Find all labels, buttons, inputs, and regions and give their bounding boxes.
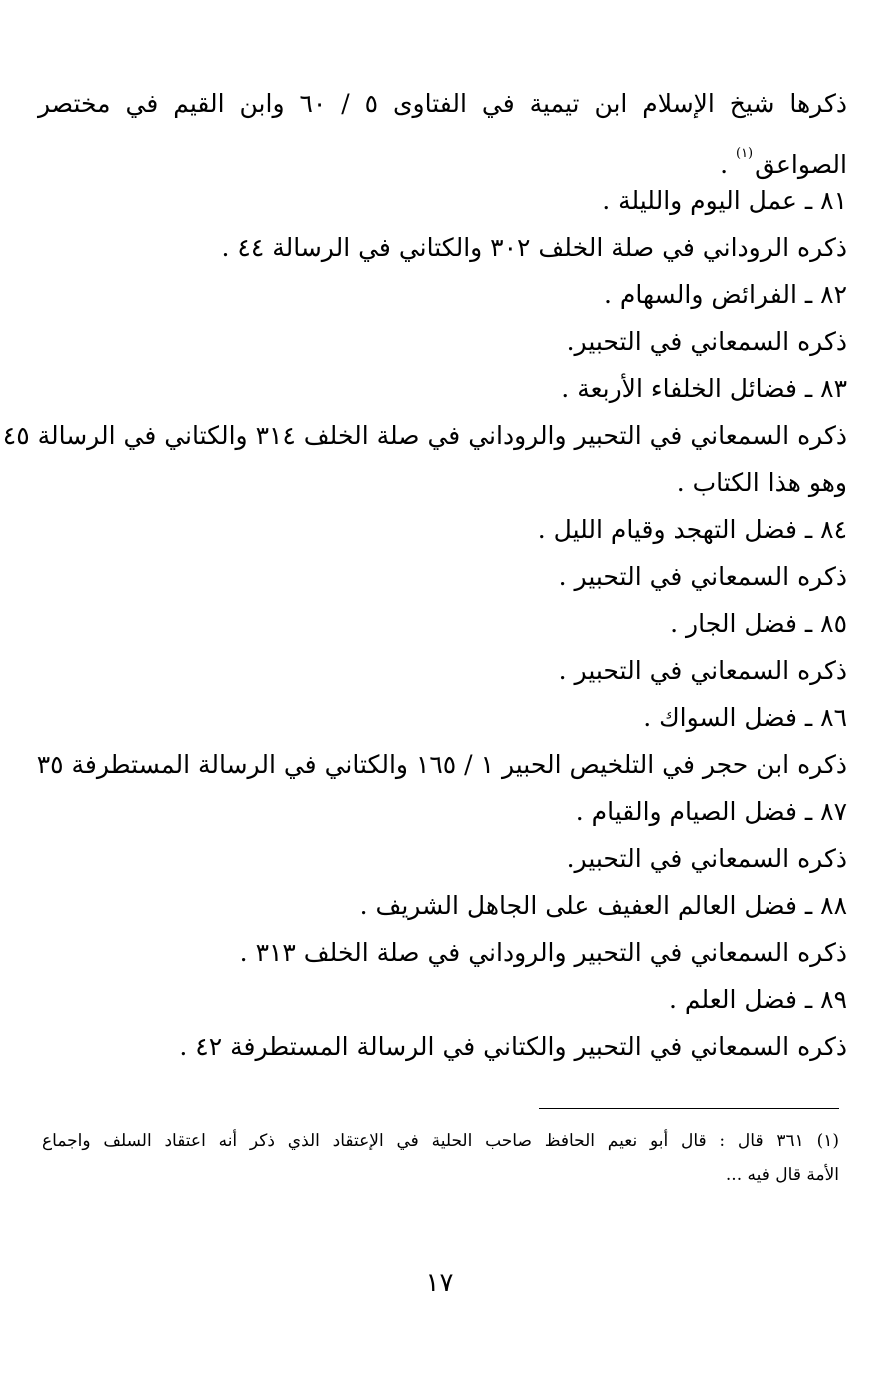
entry-heading-89: ٨٩ ـ فضل العلم . bbox=[668, 985, 847, 1014]
entry-heading-82: ٨٢ ـ الفرائض والسهام . bbox=[603, 280, 847, 309]
page-number: ١٧ bbox=[425, 1268, 454, 1298]
footnote-reference: (١) bbox=[735, 146, 754, 161]
entry-source-83-continued: وهو هذا الكتاب . bbox=[676, 468, 847, 497]
entry-heading-85: ٨٥ ـ فضل الجار . bbox=[670, 609, 847, 638]
entry-heading-88: ٨٨ ـ فضل العالم العفيف على الجاهل الشريف . bbox=[359, 891, 847, 920]
text-line-end: . bbox=[720, 150, 729, 179]
entry-source-88: ذكره السمعاني في التحبير والروداني في صلة الخلف ٣١٣ . bbox=[239, 938, 847, 967]
entry-heading-81: ٨١ ـ عمل اليوم والليلة . bbox=[602, 186, 847, 215]
text-line-content: الصواعق bbox=[755, 150, 847, 179]
entry-source-85: ذكره السمعاني في التحبير . bbox=[558, 656, 847, 685]
text-line: ذكرها شيخ الإسلام ابن تيمية في الفتاوى ٥ / ٦٠ وابن القيم في مختصر bbox=[38, 89, 847, 118]
entry-source-83: ذكره السمعاني في التحبير والروداني في صلة الخلف ٣١٤ والكتاني في الرسالة ٤٥ bbox=[2, 421, 847, 450]
footnote-line: الأمة قال فيه ... bbox=[725, 1165, 839, 1185]
entry-source-87: ذكره السمعاني في التحبير. bbox=[566, 844, 847, 873]
entry-source-82: ذكره السمعاني في التحبير. bbox=[566, 327, 847, 356]
main-text bbox=[2, 78, 847, 1070]
entry-source-81: ذكره الروداني في صلة الخلف ٣٠٢ والكتاني في الرسالة ٤٤ . bbox=[221, 233, 847, 262]
entry-80-continuation bbox=[38, 78, 847, 177]
entry-heading-87: ٨٧ ـ فضل الصيام والقيام . bbox=[575, 797, 847, 826]
entry-source-89: ذكره السمعاني في التحبير والكتاني في الرسالة المستطرفة ٤٢ . bbox=[179, 1032, 847, 1061]
text-line bbox=[38, 130, 847, 177]
footnote bbox=[42, 1124, 839, 1192]
entry-source-86: ذكره ابن حجر في التلخيص الحبير ١ / ١٦٥ والكتاني في الرسالة المستطرفة ٣٥ bbox=[36, 750, 847, 779]
entry-heading-86: ٨٦ ـ فضل السواك . bbox=[643, 703, 847, 732]
entry-heading-84: ٨٤ ـ فضل التهجد وقيام الليل . bbox=[537, 515, 847, 544]
entry-source-84: ذكره السمعاني في التحبير . bbox=[558, 562, 847, 591]
footnote-divider bbox=[539, 1108, 839, 1109]
entry-heading-83: ٨٣ ـ فضائل الخلفاء الأربعة . bbox=[561, 374, 847, 403]
footnote-line: (١) ٣٦١ قال : قال أبو نعيم الحافظ صاحب الحلية في الإعتقاد الذي ذكر أنه اعتقاد السلف واجماع bbox=[42, 1131, 839, 1151]
